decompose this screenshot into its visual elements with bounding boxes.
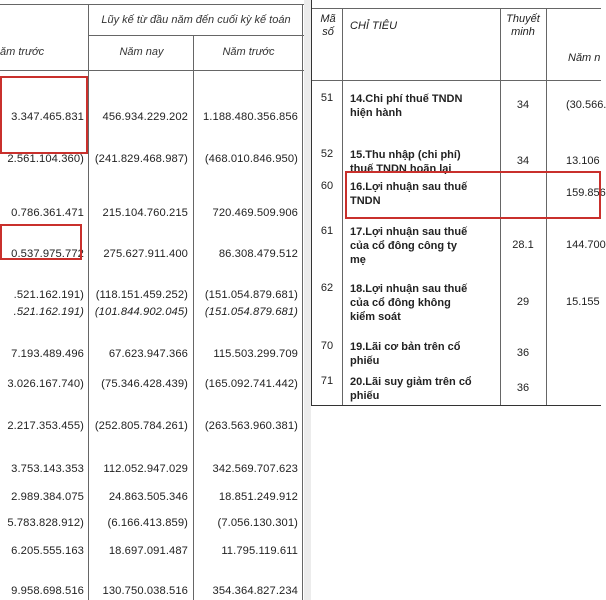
cell-this-year: 24.863.505.346 [108,491,188,503]
highlight-box-net-profit [345,171,601,219]
cell-this-year: (252.805.784.261) [94,420,188,432]
cell-last-year: (468.010.846.950) [204,153,298,165]
cell-last-year: (7.056.130.301) [217,517,298,529]
cell-prev-quarter: 3.026.167.740) [7,378,84,390]
cell-this-year: 275.627.911.400 [103,248,188,260]
row-chi-tieu: 20.Lãi suy giảm trên cổ phiếu [350,376,472,402]
cell-prev-quarter: 9.958.698.516 [11,585,84,597]
cell-last-year: 18.851.249.912 [218,491,298,503]
cell-prev-quarter: 5.783.828.912) [7,517,84,529]
cell-this-year: (118.151.459.252) [95,289,188,301]
cell-prev-quarter: 2.561.104.360) [7,153,84,165]
cell-this-year: 215.104.760.215 [102,207,188,219]
cell-this-year: (6.166.413.859) [107,517,188,529]
row-ma-so: 62 [320,282,334,294]
col-divider-1 [88,4,89,600]
top-rule [0,4,304,5]
cell-last-year: (165.092.741.442) [204,378,298,390]
right-table-panel [311,0,606,406]
cell-this-year: 67.623.947.366 [108,348,188,360]
row-value: 13.106 [566,155,600,167]
col-divider-3 [302,4,303,600]
cell-this-year: 456.934.229.202 [102,111,188,123]
highlight-box-profit [0,224,82,260]
row-thuyet-minh: 36 [516,382,530,394]
cell-last-year: 354.364.827.234 [212,585,298,597]
cell-last-year: (151.054.879.681) [204,306,298,318]
cell-prev-quarter: 2.989.384.075 [11,491,84,503]
header-group: Lũy kế từ đầu năm đến cuối kỳ kế toán [101,14,291,26]
row-value: 159.856 [566,187,606,199]
cell-prev-quarter: 7.193.489.496 [11,348,84,360]
cell-prev-quarter: 0.537.975.772 [11,248,84,260]
cell-last-year: (151.054.879.681) [204,289,298,301]
row-chi-tieu: 14.Chi phí thuế TNDN hiện hành [350,93,463,119]
header-thuyet-minh: Thuyết minh [506,13,540,38]
row-ma-so: 60 [320,180,334,192]
col-header-prev-quarter: ăm trước [0,46,45,58]
right-header-rule [312,80,601,81]
cell-last-year: 86.308.479.512 [218,248,298,260]
cell-prev-quarter: 3.347.465.831 [11,111,84,123]
panel-gap [304,0,311,600]
right-top-rule [312,8,601,9]
cell-prev-quarter: 0.786.361.471 [11,207,84,219]
highlight-box-revenue [0,76,88,154]
right-col-divider-1 [342,8,343,405]
row-thuyet-minh: 29 [516,296,530,308]
row-value: 15.155 [566,296,600,308]
row-thuyet-minh: 34 [516,99,530,111]
row-ma-so: 61 [320,225,334,237]
row-chi-tieu: 16.Lợi nhuận sau thuế TNDN [350,181,468,207]
cell-last-year: 342.569.707.623 [212,463,298,475]
row-chi-tieu: 19.Lãi cơ bản trên cổ phiếu [350,341,461,367]
row-ma-so: 70 [320,340,334,352]
row-thuyet-minh: 34 [516,155,530,167]
row-ma-so: 71 [320,375,334,387]
row-ma-so: 51 [320,92,334,104]
cell-prev-quarter: 2.217.353.455) [7,420,84,432]
cell-this-year: 18.697.091.487 [108,545,188,557]
cell-prev-quarter: 6.205.555.163 [11,545,84,557]
row-value: 144.700 [566,239,606,251]
row-chi-tieu: 18.Lợi nhuận sau thuế của cổ đông không kiểm soát [350,283,468,323]
row-thuyet-minh: 28.1 [512,239,534,251]
cell-last-year: (263.563.960.381) [204,420,298,432]
cell-this-year: (241.829.468.987) [94,153,188,165]
cell-this-year: 130.750.038.516 [102,585,188,597]
group-rule [88,35,304,36]
header-chi-tieu: CHỈ TIÊU [350,20,398,32]
col-header-last-year: Năm trước [222,46,275,58]
cell-prev-quarter: .521.162.191) [13,306,84,318]
header-nam: Năm n [568,52,601,64]
cell-prev-quarter: 3.753.143.353 [11,463,84,475]
cell-this-year: (101.844.902.045) [94,306,188,318]
cell-last-year: 720.469.509.906 [212,207,298,219]
row-thuyet-minh: 36 [516,347,530,359]
cell-prev-quarter: .521.162.191) [13,289,84,301]
cell-last-year: 11.795.119.611 [221,545,298,557]
header-rule [0,70,304,71]
cell-this-year: (75.346.428.439) [101,378,188,390]
row-ma-so: 52 [320,148,334,160]
cell-last-year: 1.188.480.356.856 [202,111,298,123]
cell-last-year: 115.503.299.709 [213,348,298,360]
row-chi-tieu: 15.Thu nhập (chi phí) thuế TNDN hoãn lại [350,149,461,175]
col-divider-2 [193,35,194,600]
row-chi-tieu: 17.Lợi nhuận sau thuế của cổ đông công ty mẹ [350,226,468,266]
col-header-this-year: Năm nay [119,46,164,58]
row-value: (30.566. [566,99,606,111]
header-ma-so: Mã số [320,13,336,38]
cell-this-year: 112.052.947.029 [103,463,188,475]
